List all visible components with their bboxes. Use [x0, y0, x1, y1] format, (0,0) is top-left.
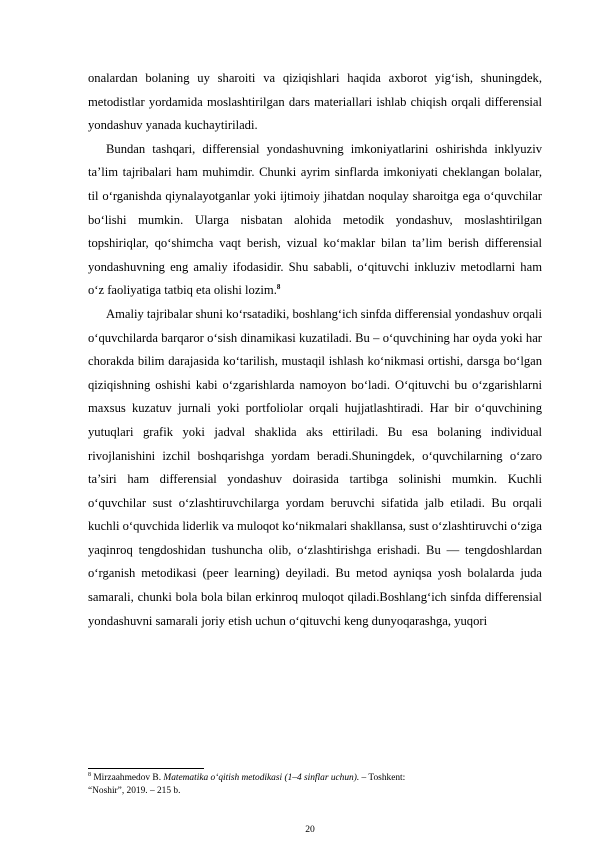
footnote-title: Matematika o‘qitish metodikasi (1–4 sinflar uchun). — [163, 773, 360, 783]
footnote-reference[interactable]: 8 — [276, 283, 281, 292]
footnote-publisher: – Toshkent: — [361, 773, 406, 783]
page-body — [88, 67, 542, 633]
paragraph-practical-experience: Amaliy tajribalar shuni ko‘rsatadiki, boshlang‘ich sinfda differensial yondashuv orqali o‘quvchilarda barqaror o‘sish dinamikasi kuzatiladi. Bu – o‘quvchining har oyda yoki har chorakda bilim darajasida ko‘tarilish, mustaqil ishlash ko‘nikmasi ortishi, darsga bo‘lgan qiziqishning oshishi kabi o‘zgarishlarda namoyon bo‘ladi. O‘qituvchi bu o‘zgarishlarni maxsus kuzatuv jurnali yoki portfoliolar orqali hujjatlashtiradi. Har bir o‘quvchining yutuqlari grafik yoki jadval shaklida aks ettiriladi. Bu esa bolaning individual rivojlanishini izchil boshqarishga yordam beradi.Shuningdek, o‘quvchilarning o‘zaro ta’siri ham differensial yondashuv doirasida tartibga solinishi mumkin. Kuchli o‘quvchilar sust o‘zlashtiruvchilarga yordam beruvchi sifatida jalb etiladi. Bu orqali kuchli o‘quvchida liderlik va muloqot ko‘nikmalari shakllansa, sust o‘zlashtiruvchi o‘ziga yaqinroq tengdoshidan tushuncha olib, o‘zlashtirishga erishadi. Bu — tengdoshlardan o‘rganish metodikasi (peer learning) deyiladi. Bu metod ayniqsa yosh bolalarda juda samarali, chunki bola bola bilan erkinroq muloqot qiladi.Boshlang‘ich sinfda differensial yondashuvni samarali joriy etish uchun o‘qituvchi keng dunyoqarashga, yuqori — [88, 306, 542, 628]
footnote-number: 8 — [88, 771, 91, 778]
footnote-line-1 — [88, 772, 548, 785]
footnote-separator — [88, 768, 204, 769]
footnote — [88, 772, 548, 799]
footnote-author: Mirzaahmedov B. — [93, 773, 162, 783]
paragraph-inclusive-education — [88, 138, 542, 303]
footnote-line-2: “Noshir”, 2019. – 215 b. — [88, 786, 181, 797]
page-number: 20 — [305, 824, 315, 835]
paragraph-text: Bundan tashqari, differensial yondashuvning imkoniyatlarini oshirishda inklyuziv ta’lim tajribalari ham muhimdir. Chunki ayrim sinflarda imkoniyati cheklangan bolalar, til o‘rganishda qiynalayotganlar yoki ijtimoiy jihatdan noqulay sharoitga ega o‘quvchilar bo‘lishi mumkin. Ularga nisbatan alohida metodik yondashuv, moslashtirilgan topshiriqlar, qo‘shimcha vaqt berish, vizual ko‘maklar bilan ta’lim berish differensial yondashuvning eng amaliy ifodasidir. Shu sababli, o‘qituvchi inkluziv metodlarni ham o‘z faoliyatiga tatbiq eta olishi lozim. — [88, 141, 542, 298]
paragraph-continuation: onalardan bolaning uy sharoiti va qiziqishlari haqida axborot yig‘ish, shuningdek, metodistlar yordamida moslashtirilgan dars materiallari ishlab chiqish orqali differensial yondashuv yanada kuchaytiriladi. — [88, 71, 542, 133]
